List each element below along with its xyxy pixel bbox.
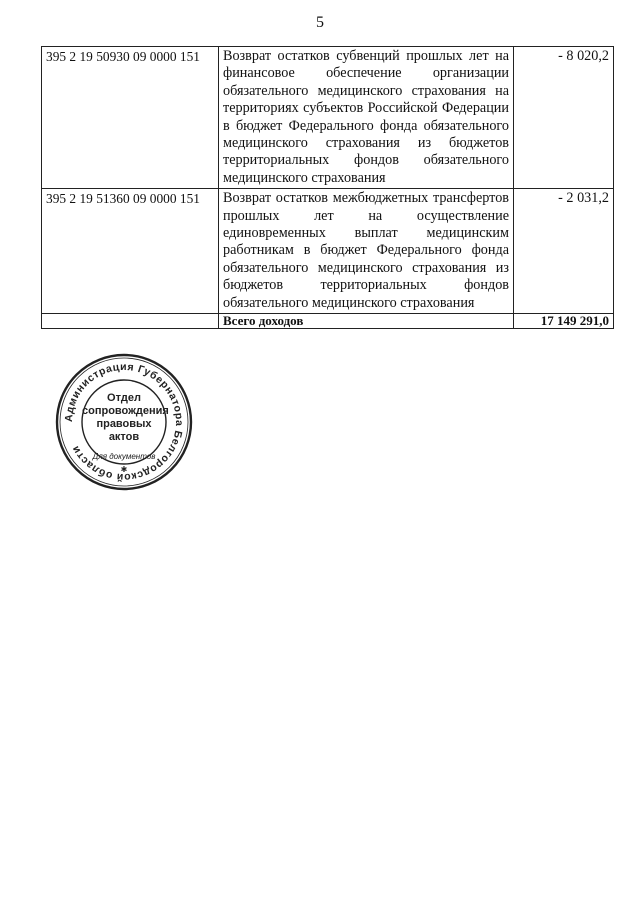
stamp-line: правовых	[96, 418, 152, 430]
stamp-center-text	[82, 392, 169, 444]
stamp-bottom-text: Для документов	[92, 452, 156, 461]
stamp-line: сопровождения	[82, 405, 169, 417]
total-label-cell: Всего доходов	[219, 314, 514, 329]
stamp-line: Отдел	[107, 392, 141, 404]
revenue-name-cell: Возврат остатков субвенций прошлых лет на финансовое обеспечение организации обязательного медицинского страхования на территориях субъектов Российской Федерации в бюджет Федерального фонда обязательного медицинского страхования из бюджетов территориальных фондов обязательного медицинского страхования	[219, 47, 514, 189]
total-empty-cell	[42, 314, 219, 329]
total-amount-cell: 17 149 291,0	[514, 314, 614, 329]
total-row	[42, 314, 614, 329]
table-row	[42, 47, 614, 189]
official-stamp	[54, 352, 194, 492]
stamp-ring-text: Администрация Губернатора Белгородской области	[62, 360, 186, 484]
stamp-line: актов	[108, 431, 140, 443]
star-icon: ✱	[120, 465, 128, 474]
table-row	[42, 189, 614, 314]
page-number: 5	[316, 14, 324, 31]
revenue-table	[41, 46, 614, 329]
budget-code-cell: 395 2 19 51360 09 0000 151	[42, 189, 219, 314]
budget-code-cell: 395 2 19 50930 09 0000 151	[42, 47, 219, 189]
amount-cell: - 8 020,2	[514, 47, 614, 189]
revenue-name-cell: Возврат остатков межбюджетных трансфертов прошлых лет на осуществление единовременных выплат медицинским работникам в бюджет Федерального фонда обязательного медицинского страхования из бюджетов территориальных фондов обязательного медицинского страхования	[219, 189, 514, 314]
amount-cell: - 2 031,2	[514, 189, 614, 314]
